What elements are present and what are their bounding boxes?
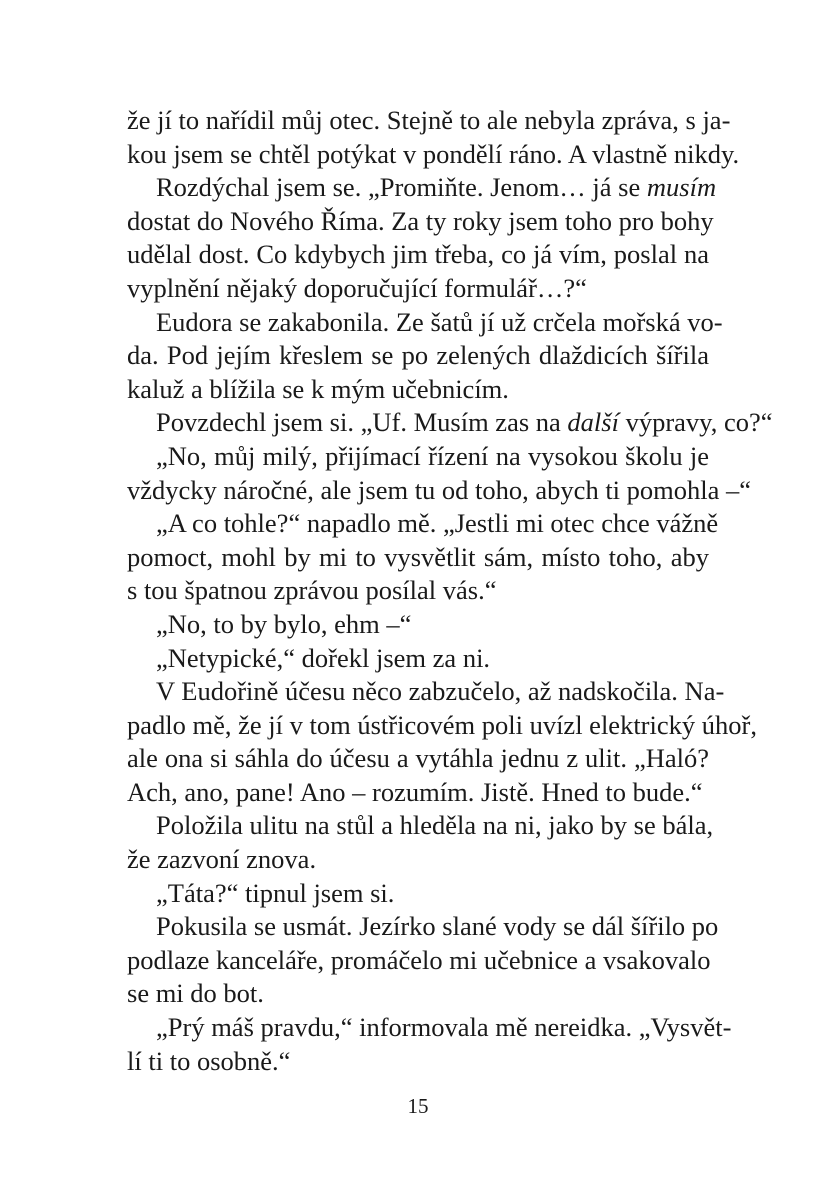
text-line: že zazvoní znova. — [127, 844, 317, 875]
text-line: podlaze kanceláře, promáčelo mi učebnice a vsakovalo — [127, 944, 711, 975]
text-line: pomoct, mohl by mi to vysvětlit sám, místo toho, aby — [127, 541, 709, 572]
text-line: V Eudořině účesu něco zabzučelo, až nadskočila. Na- — [156, 676, 725, 707]
text-line: da. Pod jejím křeslem se po zelených dlaždicích šířila — [127, 340, 709, 371]
page-number: 15 — [407, 1094, 429, 1118]
text-line: Položila ulitu na stůl a hleděla na ni, jako by se bála, — [156, 810, 714, 841]
text-line: „No, to by bylo, ehm –“ — [156, 608, 412, 639]
text-line: lí ti to osobně.“ — [127, 1045, 291, 1076]
text-line: vždycky náročné, ale jsem tu od toho, abych ti pomohla –“ — [127, 474, 752, 505]
text-line: že jí to nařídil můj otec. Stejně to ale nebyla zpráva, s ja- — [127, 105, 731, 135]
text-line: vyplnění nějaký doporučující formulář…?“ — [127, 272, 587, 303]
text-line: se mi do bot. — [127, 978, 264, 1009]
text-line: Eudora se zakabonila. Ze šatů jí už crčela mořská vo- — [156, 306, 723, 337]
text-line: s tou špatnou zprávou posílal vás.“ — [127, 575, 497, 606]
body-text — [127, 104, 773, 1078]
text-line: kou jsem se chtěl potýkat v pondělí ráno. A vlastně nikdy. — [127, 138, 740, 169]
text-line: „A co tohle?“ napadlo mě. „Jestli mi otec chce vážně — [156, 508, 719, 539]
text-line: padlo mě, že jí v tom ústřicovém poli uvízl elektrický úhoř, — [127, 709, 757, 740]
text-line: „No, můj milý, přijímací řízení na vysokou školu je — [156, 440, 709, 471]
text-line: dostat do Nového Říma. Za ty roky jsem toho pro bohy — [127, 205, 714, 236]
text-line: kaluž a blížila se k mým učebnicím. — [127, 373, 509, 404]
text-line: udělal dost. Co kdybych jim třeba, co já vím, poslal na — [127, 239, 709, 270]
text-line: „Táta?“ tipnul jsem si. — [156, 877, 395, 908]
text-line: ale ona si sáhla do účesu a vytáhla jednu z ulit. „Haló? — [127, 743, 709, 774]
text-line: Pokusila se usmát. Jezírko slané vody se dál šířilo po — [156, 911, 719, 942]
text-line: Povzdechl jsem si. „Uf. Musím zas na další výpravy, co?“ — [156, 407, 773, 438]
text-line: Rozdýchal jsem se. „Promiňte. Jenom… já se musím — [156, 172, 717, 203]
text-line: Ach, ano, pane! Ano – rozumím. Jistě. Hned to bude.“ — [127, 776, 703, 807]
text-line: „Prý máš pravdu,“ informovala mě nereidka. „Vysvět- — [156, 1012, 732, 1043]
text-line: „Netypické,“ dořekl jsem za ni. — [156, 642, 491, 673]
